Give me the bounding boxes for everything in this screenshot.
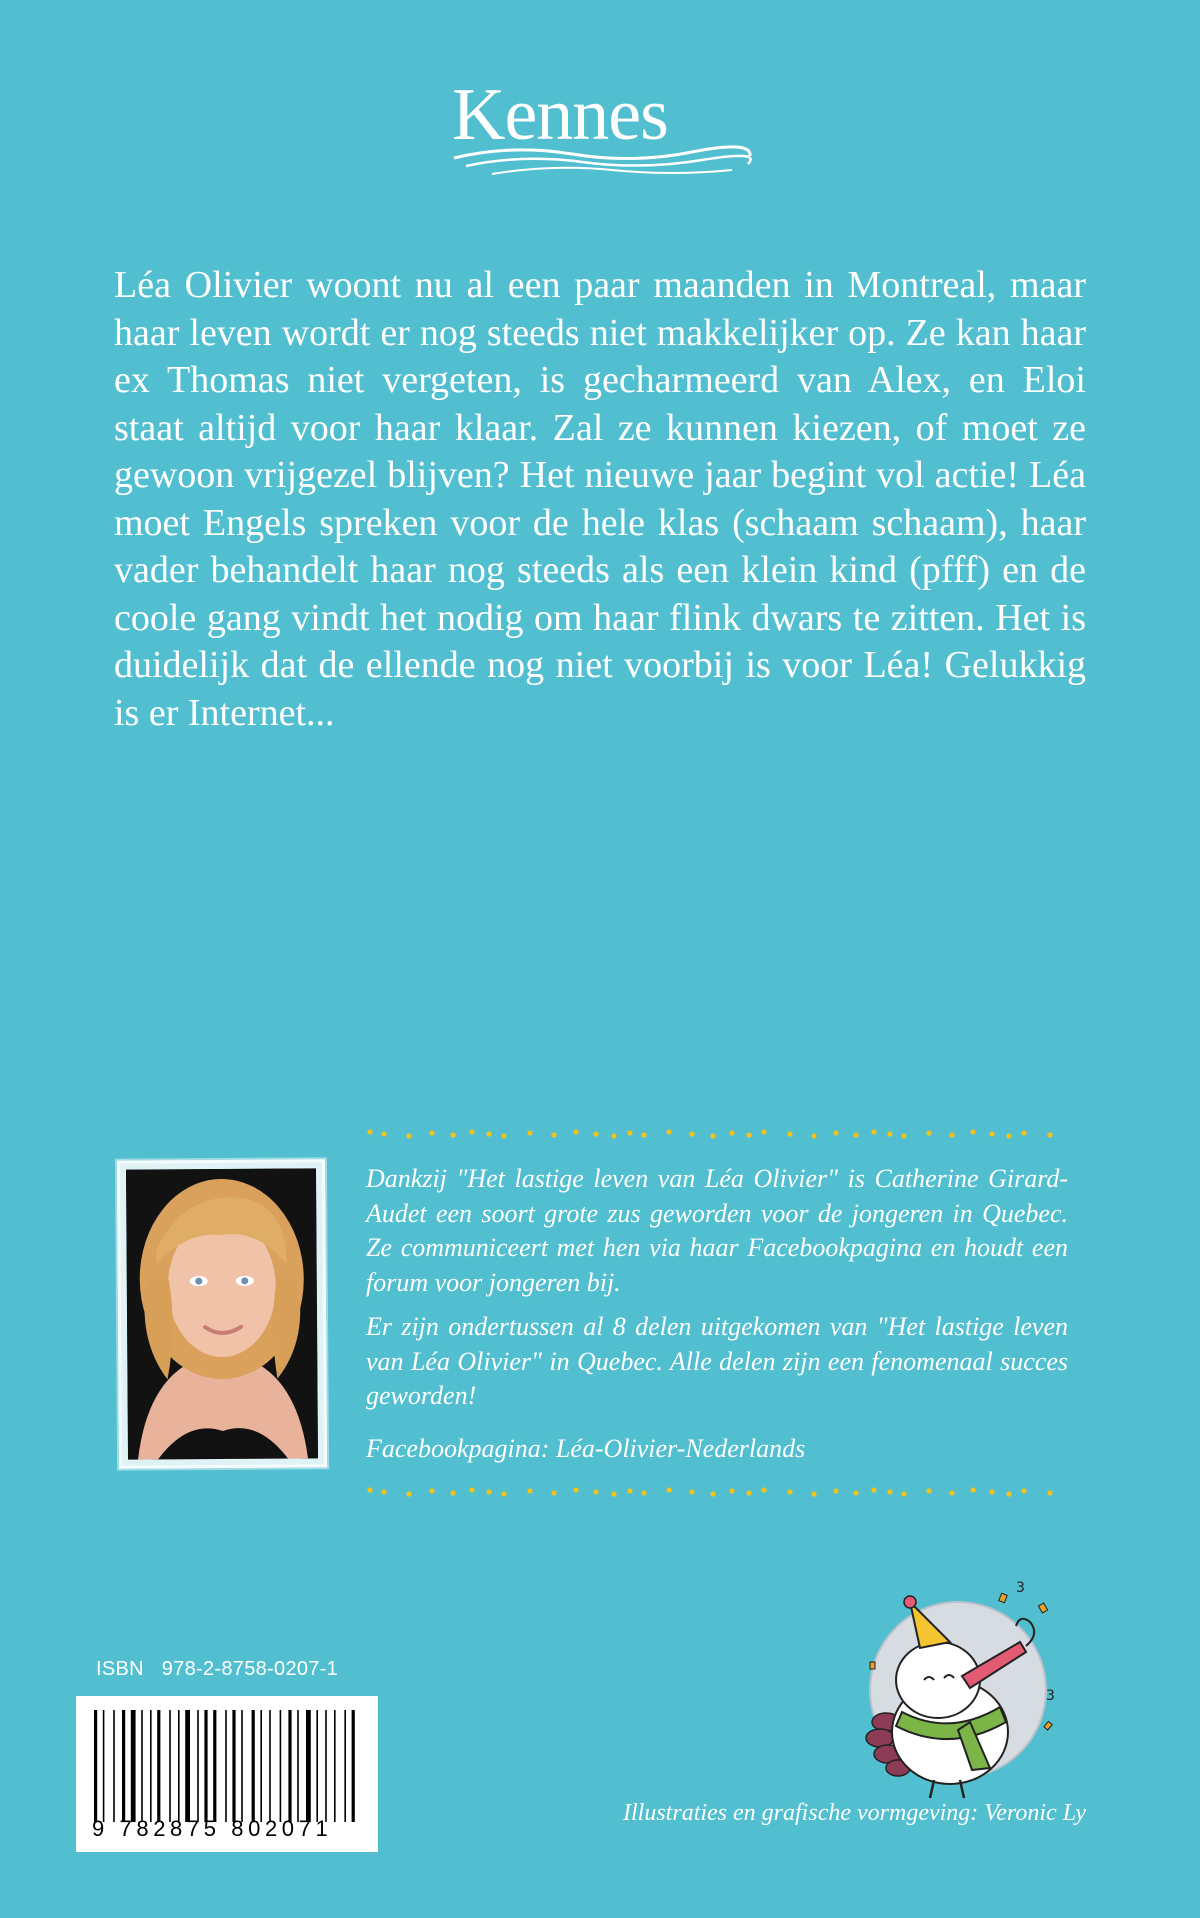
barcode-bar bbox=[204, 1710, 207, 1822]
barcode-bar bbox=[122, 1710, 125, 1822]
divider-dot bbox=[666, 1129, 671, 1134]
barcode-bar bbox=[260, 1710, 262, 1822]
divider-dot bbox=[450, 1132, 455, 1137]
barcode-bar bbox=[94, 1710, 97, 1822]
divider-dot bbox=[787, 1489, 792, 1494]
barcode-bar bbox=[316, 1710, 318, 1822]
divider-dot bbox=[853, 1490, 858, 1495]
divider-dot bbox=[926, 1488, 931, 1493]
divider-dot bbox=[746, 1490, 751, 1495]
divider-dot bbox=[970, 1487, 975, 1492]
divider-dot bbox=[926, 1130, 931, 1135]
dotted-divider-top bbox=[366, 1128, 1072, 1140]
isbn-line bbox=[96, 1658, 338, 1681]
isbn-label: ISBN bbox=[96, 1658, 144, 1680]
divider-dot bbox=[593, 1131, 598, 1136]
divider-dot bbox=[761, 1129, 766, 1134]
barcode-bar bbox=[103, 1710, 105, 1822]
divider-dot bbox=[901, 1133, 906, 1138]
divider-dot bbox=[1006, 1491, 1011, 1496]
divider-dot bbox=[853, 1132, 858, 1137]
divider-dot bbox=[1047, 1490, 1052, 1495]
divider-dot bbox=[501, 1491, 506, 1496]
divider-dot bbox=[887, 1489, 892, 1494]
divider-dot bbox=[573, 1129, 578, 1134]
book-blurb: Léa Olivier woont nu al een paar maanden in Montreal, maar haar leven wordt er nog steeds niet makkelijker op. Ze kan haar ex Thomas niet vergeten, is gecharmeerd van Alex, en Eloi staat altijd voor haar klaar. Zal ze kunnen kiezen, of moet ze gewoon vrijgezel blijven? Het nieuwe jaar begint vol actie! Léa moet Engels spreken voor de hele klas (schaam schaam), haar vader behandelt haar nog steeds als een klein kind (pfff) en de coole gang vindt het nodig om haar flink dwars te zitten. Het is duidelijk dat de ellende nog niet voorbij is voor Léa! Gelukkig is er Internet... bbox=[114, 264, 1086, 734]
author-bio bbox=[366, 1162, 1068, 1476]
divider-dot bbox=[367, 1487, 372, 1492]
divider-dot bbox=[989, 1131, 994, 1136]
divider-dot bbox=[666, 1487, 671, 1492]
barcode-bar bbox=[131, 1710, 136, 1822]
divider-dot bbox=[710, 1133, 715, 1138]
publisher-logo-text: Kennes bbox=[452, 74, 668, 156]
divider-dot bbox=[573, 1487, 578, 1492]
divider-dot bbox=[611, 1491, 616, 1496]
divider-dot bbox=[887, 1131, 892, 1136]
facebook-page-text: Facebookpagina: Léa-Olivier-Nederlands bbox=[366, 1433, 806, 1463]
divider-dot bbox=[1047, 1132, 1052, 1137]
barcode-bar bbox=[241, 1710, 243, 1822]
divider-dot bbox=[833, 1488, 838, 1493]
logo-waves-icon bbox=[452, 140, 752, 180]
divider-dot bbox=[469, 1487, 474, 1492]
divider-dot bbox=[871, 1129, 876, 1134]
barcode-bar bbox=[178, 1710, 180, 1822]
publisher-logo bbox=[452, 74, 752, 178]
party-bird-illustration-icon bbox=[850, 1572, 1072, 1802]
divider-dot bbox=[406, 1491, 411, 1496]
author-bio-paragraph-1: Dankzij "Het lastige leven van Léa Olivier" is Catherine Girard-Audet een soort grote zus geworden voor de jongeren in Quebec. Ze communiceert met hen via haar Facebookpagina en houdt een forum voor jongeren bij. bbox=[366, 1164, 1068, 1297]
barcode-bar bbox=[169, 1710, 171, 1822]
barcode-bar bbox=[306, 1710, 311, 1822]
divider-dot bbox=[689, 1131, 694, 1136]
divider-dot bbox=[729, 1130, 734, 1135]
illustration-credit: Illustraties en grafische vormgeving: Veronic Ly bbox=[623, 1800, 1086, 1826]
author-photo bbox=[126, 1168, 318, 1459]
divider-dot bbox=[641, 1132, 646, 1137]
divider-dot bbox=[1021, 1130, 1026, 1135]
divider-dot bbox=[406, 1133, 411, 1138]
divider-dot bbox=[551, 1490, 556, 1495]
dotted-divider-bottom bbox=[366, 1486, 1072, 1498]
divider-dot bbox=[381, 1131, 386, 1136]
divider-dot bbox=[527, 1488, 532, 1493]
barcode-bar bbox=[185, 1710, 190, 1822]
barcode-bar bbox=[280, 1710, 282, 1822]
barcode-bar bbox=[197, 1710, 199, 1822]
barcode-bar bbox=[269, 1710, 271, 1822]
divider-dot bbox=[949, 1132, 954, 1137]
divider-dot bbox=[611, 1133, 616, 1138]
barcode-bar bbox=[141, 1710, 143, 1822]
divider-dot bbox=[989, 1489, 994, 1494]
barcode-bar bbox=[225, 1710, 227, 1822]
divider-dot bbox=[787, 1131, 792, 1136]
divider-dot bbox=[627, 1488, 632, 1493]
divider-dot bbox=[429, 1488, 434, 1493]
barcode-bar bbox=[252, 1710, 255, 1822]
divider-dot bbox=[429, 1130, 434, 1135]
barcode-bar bbox=[213, 1710, 216, 1822]
divider-dot bbox=[367, 1129, 372, 1134]
divider-dot bbox=[833, 1130, 838, 1135]
divider-dot bbox=[1006, 1133, 1011, 1138]
barcode bbox=[76, 1696, 378, 1852]
barcode-bar bbox=[325, 1710, 327, 1822]
divider-dot bbox=[761, 1487, 766, 1492]
divider-dot bbox=[746, 1132, 751, 1137]
divider-dot bbox=[593, 1489, 598, 1494]
isbn-number: 978-2-8758-0207-1 bbox=[161, 1658, 339, 1680]
barcode-bar bbox=[352, 1710, 355, 1822]
svg-text:3: 3 bbox=[1046, 1688, 1055, 1704]
divider-dot bbox=[641, 1490, 646, 1495]
divider-dot bbox=[527, 1130, 532, 1135]
divider-dot bbox=[469, 1129, 474, 1134]
barcode-bar bbox=[334, 1710, 336, 1822]
divider-dot bbox=[486, 1489, 491, 1494]
barcode-bar bbox=[157, 1710, 160, 1822]
author-photo-frame bbox=[117, 1159, 327, 1468]
divider-dot bbox=[871, 1487, 876, 1492]
divider-dot bbox=[970, 1129, 975, 1134]
divider-dot bbox=[689, 1489, 694, 1494]
divider-dot bbox=[627, 1130, 632, 1135]
barcode-bar bbox=[150, 1710, 152, 1822]
divider-dot bbox=[551, 1132, 556, 1137]
divider-dot bbox=[811, 1491, 816, 1496]
divider-dot bbox=[450, 1490, 455, 1495]
barcode-bar bbox=[344, 1710, 346, 1822]
divider-dot bbox=[729, 1488, 734, 1493]
divider-dot bbox=[710, 1491, 715, 1496]
divider-dot bbox=[949, 1490, 954, 1495]
author-portrait-image bbox=[126, 1168, 318, 1459]
divider-dot bbox=[486, 1131, 491, 1136]
barcode-bar bbox=[288, 1710, 291, 1822]
barcode-digits: 9 782875 802071 bbox=[92, 1816, 333, 1841]
barcode-bar bbox=[297, 1710, 299, 1822]
divider-dot bbox=[1021, 1488, 1026, 1493]
author-bio-paragraph-2: Er zijn ondertussen al 8 delen uitgekomen van "Het lastige leven van Léa Olivier" in Quebec. Alle delen zijn een fenomenaal succes geworden! bbox=[366, 1312, 1068, 1410]
divider-dot bbox=[501, 1133, 506, 1138]
divider-dot bbox=[811, 1133, 816, 1138]
divider-dot bbox=[901, 1491, 906, 1496]
barcode-bar bbox=[232, 1710, 235, 1822]
barcode-bar bbox=[113, 1710, 115, 1822]
svg-text:3: 3 bbox=[1016, 1580, 1025, 1596]
divider-dot bbox=[381, 1489, 386, 1494]
